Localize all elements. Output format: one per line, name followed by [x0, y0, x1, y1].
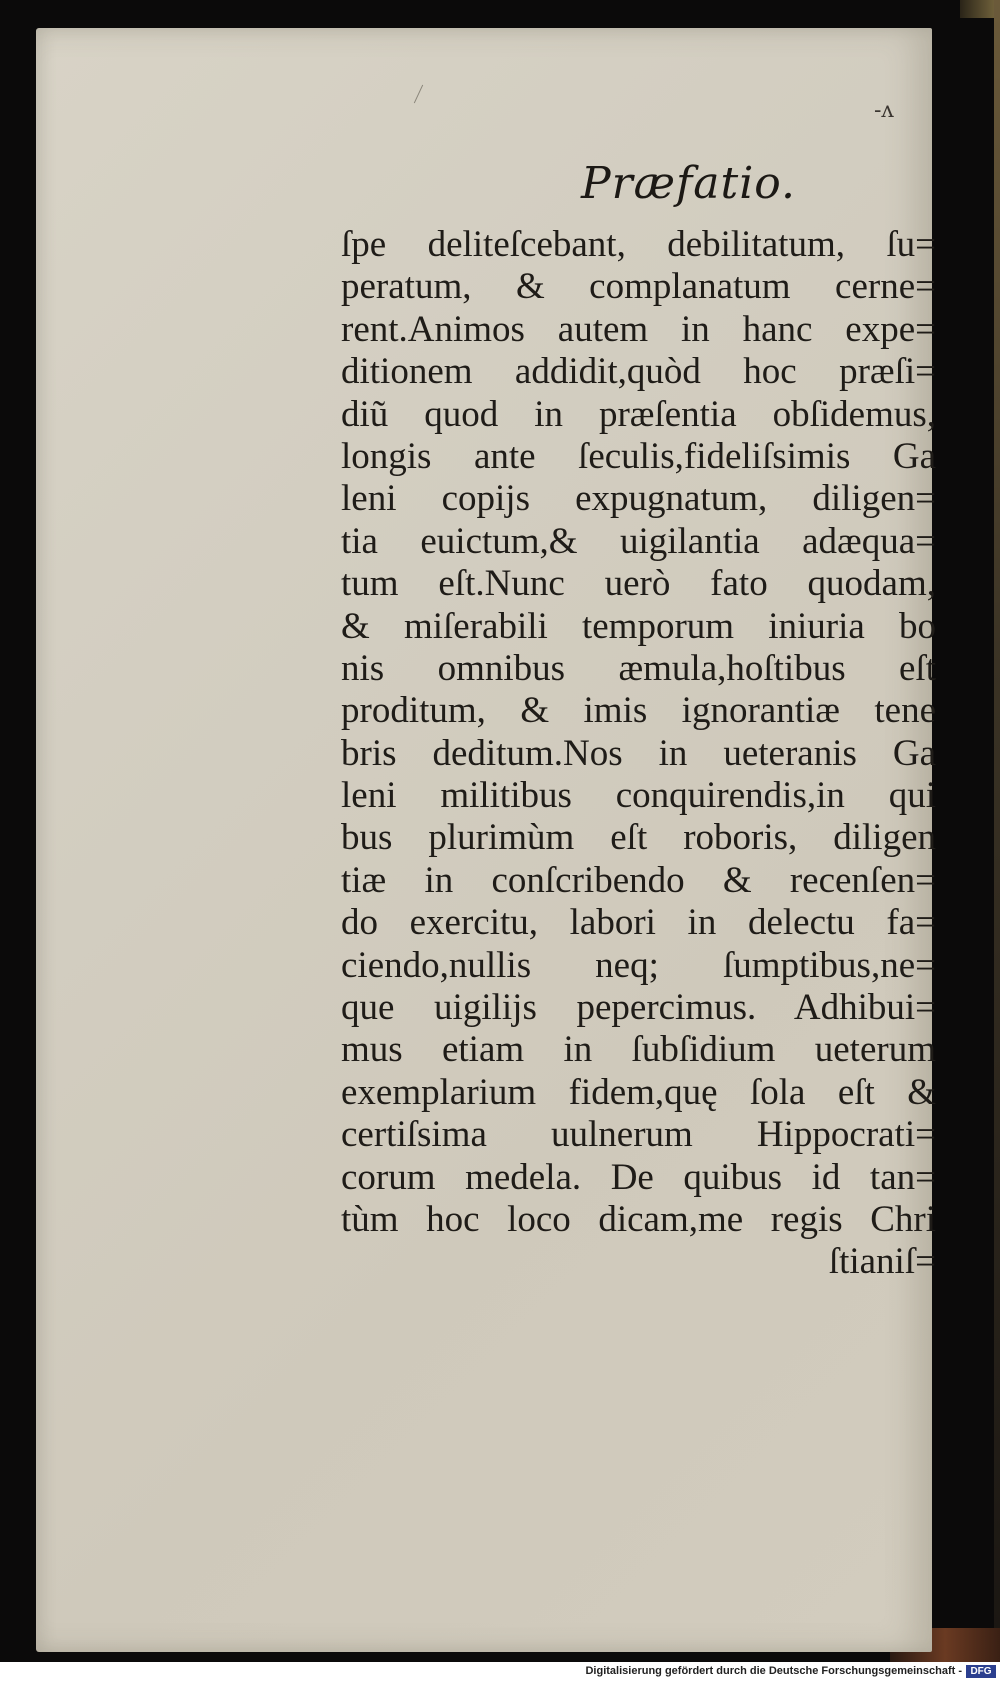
text-line: tùm hoc loco dicam,me regis Chri	[341, 1198, 936, 1240]
corner-mark: -ʌ	[874, 98, 894, 123]
text-line: nis omnibus æmula,hoſtibus eſt	[341, 647, 936, 689]
text-line: ditionem addidit,quòd hoc præſi=	[341, 351, 936, 393]
text-line: ſpe deliteſcebant, debilitatum, ſu=	[341, 224, 936, 265]
text-line: ciendo,nullis neq; ſumptibus,ne=	[341, 944, 936, 986]
footer-credit: Digitalisierung gefördert durch die Deutsche Forschungsgemeinschaft -	[585, 1665, 962, 1677]
dfg-logo-icon: DFG	[966, 1665, 996, 1678]
text-line: exemplarium fidem,quę ſola eſt &	[341, 1071, 936, 1113]
text-line: diũ quod in præſentia obſidemus,	[341, 393, 936, 435]
text-line: do exercitu, labori in delectu fa=	[341, 902, 936, 944]
text-line: leni copijs expugnatum, diligen=	[341, 478, 936, 520]
text-line: tiæ in conſcribendo & recenſen=	[341, 859, 936, 901]
frame-right-edge	[994, 0, 1000, 1662]
text-line: tum eſt.Nunc uerò fato quodam,	[341, 563, 936, 605]
text-line: bus plurimùm eſt roboris, diligen	[341, 817, 936, 859]
text-line: longis ante ſeculis,fideliſsimis Ga	[341, 435, 936, 477]
running-header: Præfatio.	[581, 158, 796, 209]
text-line: rent.Animos autem in hanc expe=	[341, 308, 936, 350]
footer-bar	[0, 1662, 1000, 1682]
text-line: proditum, & imis ignorantiæ tene	[341, 690, 936, 732]
text-line: peratum, & complanatum cerne=	[341, 266, 936, 308]
body-text	[341, 224, 936, 1284]
text-line: bris deditum.Nos in ueteranis Ga	[341, 732, 936, 774]
text-line: corum medela. De quibus id tan=	[341, 1156, 936, 1198]
text-line: certiſsima uulnerum Hippocrati=	[341, 1114, 936, 1156]
text-line: leni militibus conquirendis,in qui	[341, 775, 936, 817]
book-page	[36, 28, 936, 1652]
catchword: ſtianiſ=	[828, 1241, 936, 1283]
text-line: mus etiam in ſubſidium ueterum	[341, 1029, 936, 1071]
text-line: que uigilijs pepercimus. Adhibui=	[341, 987, 936, 1029]
page-stroke-mark	[414, 85, 423, 104]
text-line: & miſerabili temporum iniuria bo	[341, 605, 936, 647]
text-line: tia euictum,& uigilantia adæqua=	[341, 520, 936, 562]
